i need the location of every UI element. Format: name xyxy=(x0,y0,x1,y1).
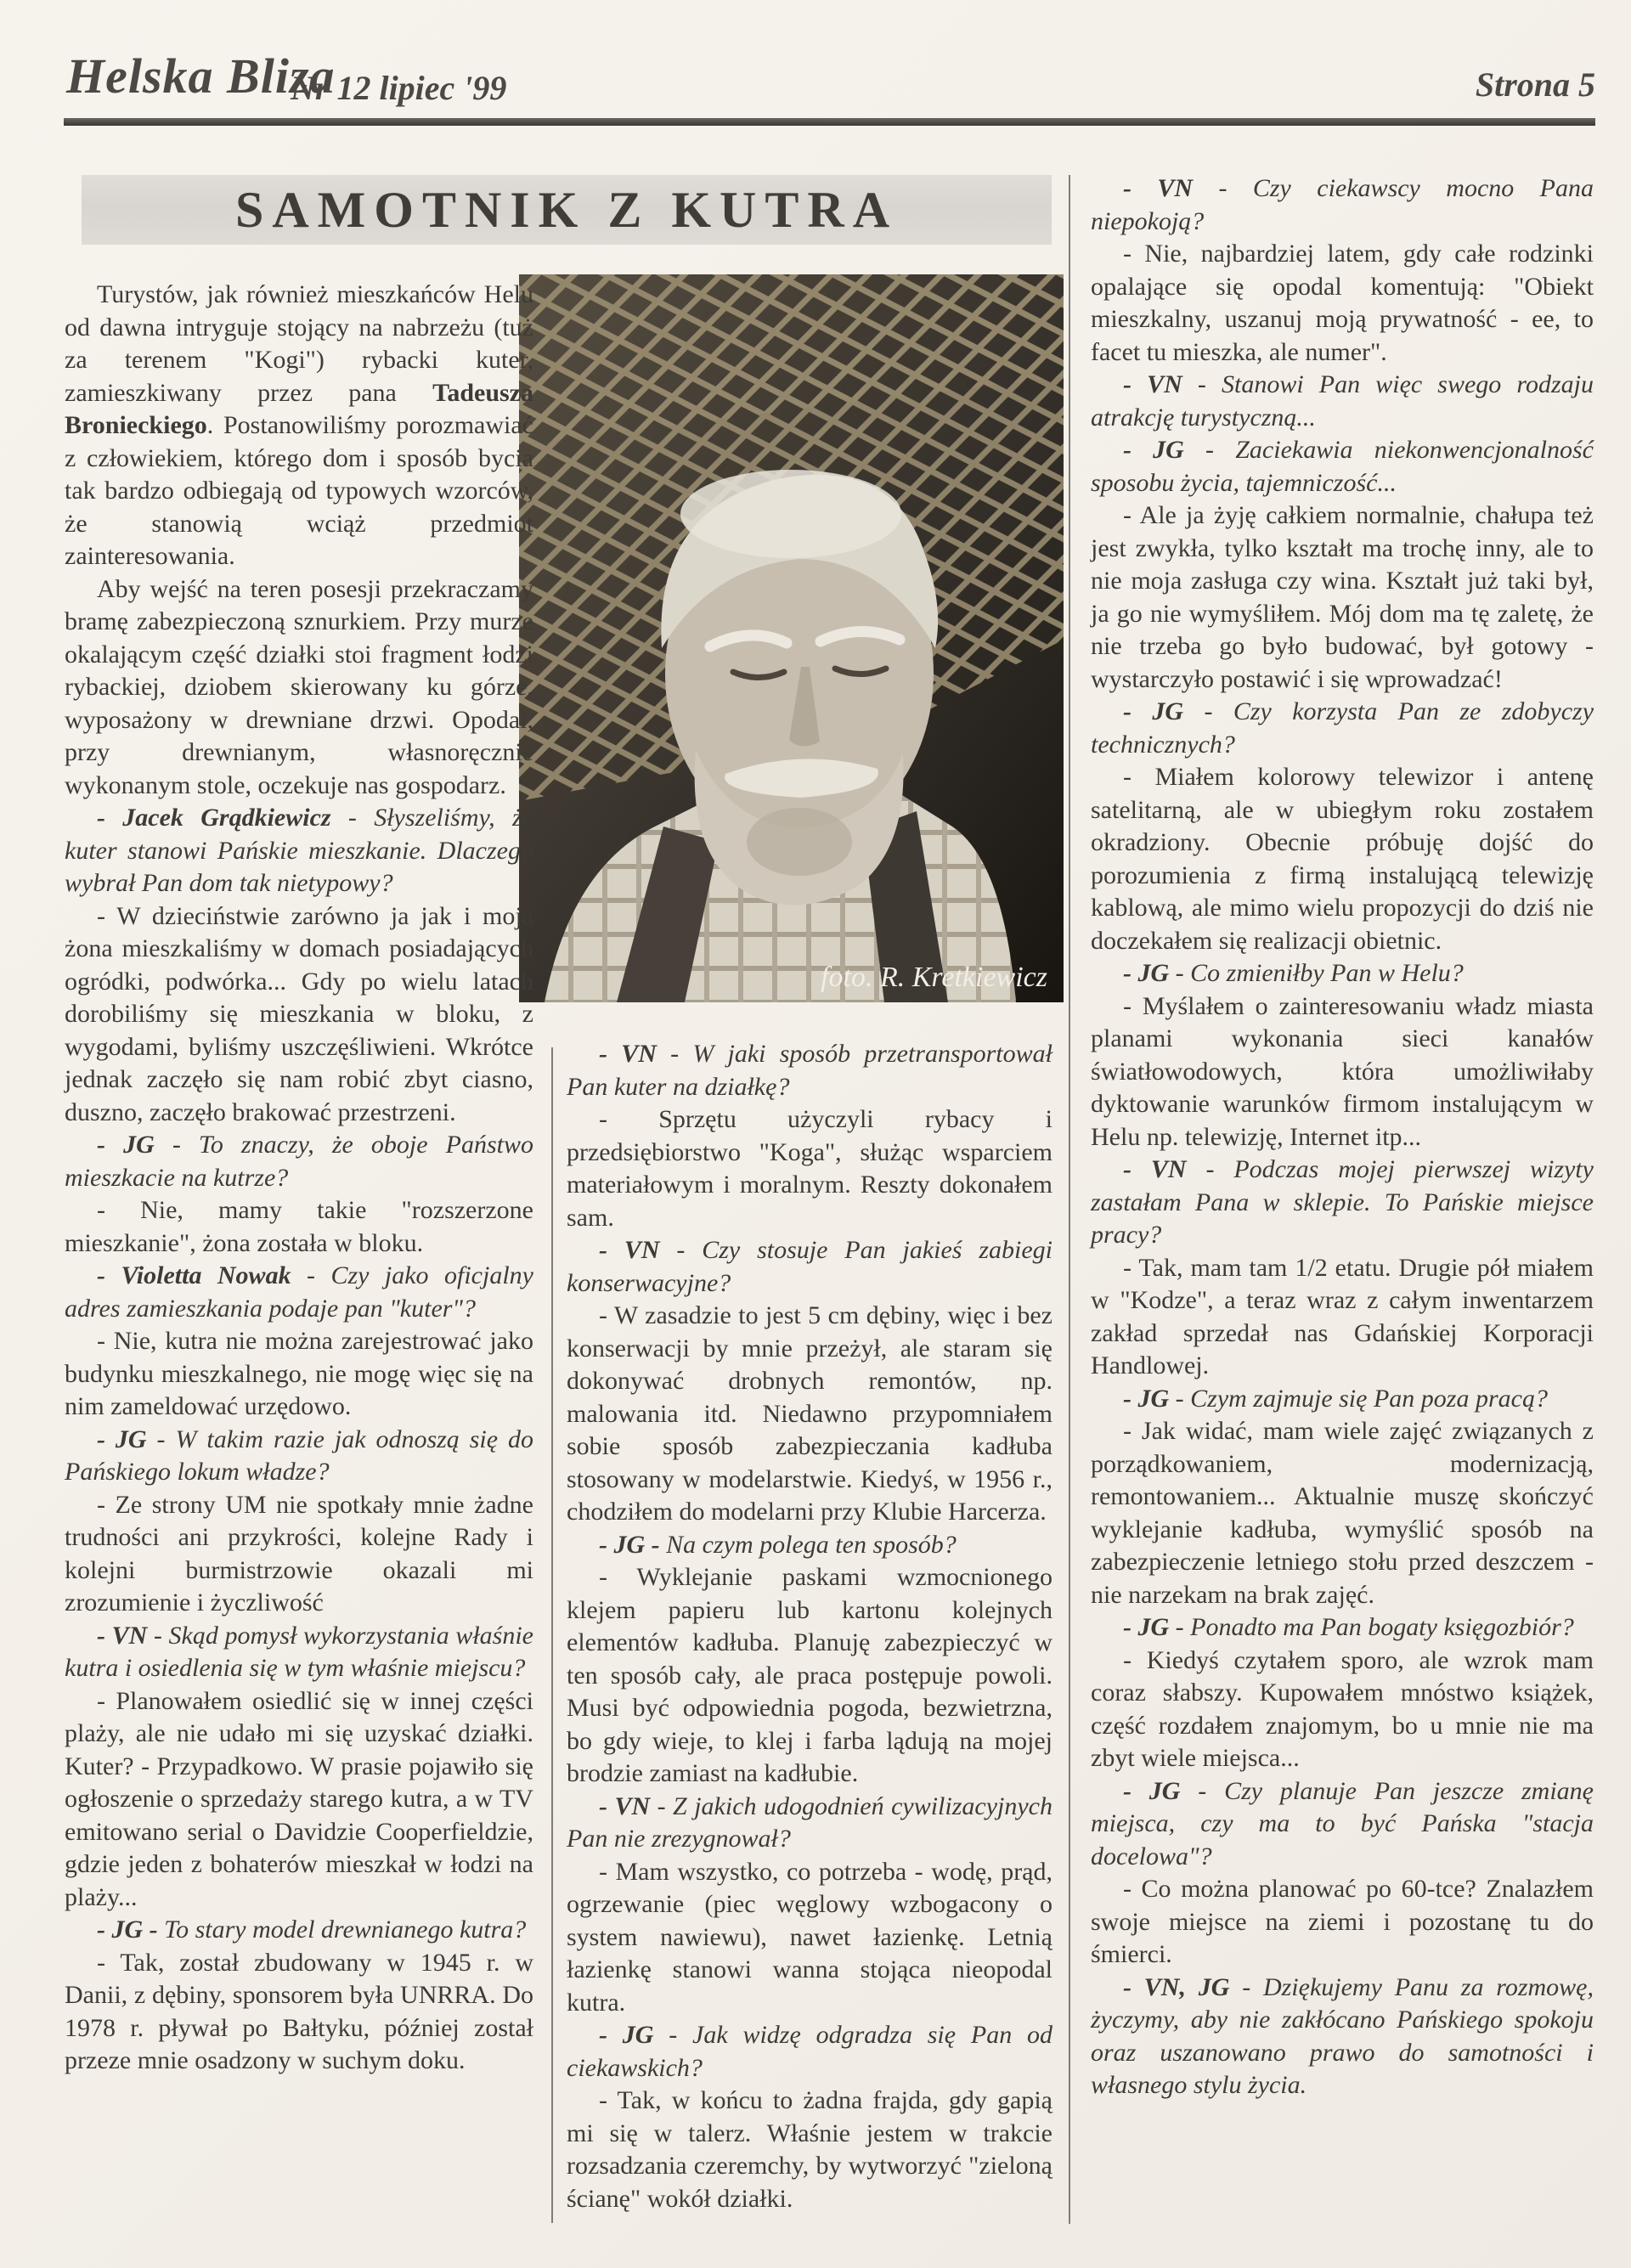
article-column-3 xyxy=(1091,172,1594,2102)
paragraph: - VN - Z jakich udogodnień cywilizacyjnych Pan nie zrezygnował? xyxy=(567,1791,1053,1853)
paragraph: - Myślałem o zainteresowaniu władz miasta planami wykonania sieci kanałów światłowodowych, która umożliwiłaby dyktowanie warunków firmom instalującym w Helu np. telewizję, Internet itp... xyxy=(1091,991,1594,1151)
paragraph: - JG - To stary model drewnianego kutra? xyxy=(97,1915,527,1944)
paragraph: Aby wejść na teren posesji przekraczamy bramę zabezpieczoną sznurkiem. Przy murze okalającym część działki stoi fragment łodzi rybackiej, dziobem skierowany ku górze, wyposażony w drewniane drzwi. Opodal, przy drewnianym, własnoręcznie wykonanym stole, oczekuje nas gospodarz. xyxy=(65,574,533,799)
paragraph: - JG - Na czym polega ten sposób? xyxy=(599,1530,957,1559)
paragraph: - Miałem kolorowy telewizor i antenę satelitarną, ale w ubiegłym roku zostałem okradziony. Obecnie próbuję dojść do porozumienia z firmą instalującą telewizję kablową, ale mimo wielu propozycji do dziś nie doczekałem się realizacji obietnic. xyxy=(1091,763,1594,955)
paragraph: - Tak, w końcu to żadna frajda, gdy gapią mi się w talerz. Właśnie jestem w trakcie rozsadzania czeremchy, by wytworzyć "zieloną ścianę" wokół działki. xyxy=(567,2086,1053,2213)
issue-label: Nr 12 lipiec '99 xyxy=(291,69,507,107)
column-divider-right xyxy=(1069,175,1070,2224)
paragraph: - VN - Stanowi Pan więc swego rodzaju atrakcję turystyczną... xyxy=(1091,370,1594,432)
paragraph: - VN - W jaki sposób przetransportował Pan kuter na działkę? xyxy=(567,1040,1053,1101)
paragraph: - W zasadzie to jest 5 cm dębiny, więc i bez konserwacji by mnie przeżył, ale staram się dokonywać drobnych remontów, np. malowania itd. Niedawno przypomniałem sobie sposób zabezpieczania kadłuba stosowany w modelarstwie. Kiedyś, w 1956 r., chodziłem do modelarni przy Klubie Harcerza. xyxy=(567,1301,1053,1526)
paragraph: - Sprzętu użyczyli rybacy i przedsiębiorstwo "Koga", służąc wsparciem materiałowym i moralnym. Reszty dokonałem sam. xyxy=(567,1105,1053,1232)
paragraph: - Ale ja żyję całkiem normalnie, chałupa też jest zwykła, tylko kształt ma trochę inny, ale to nie moja zasługa czy wina. Kształt już taki był, ja go nie wymyśliłem. Mój dom ma tę zaletę, że nie trzeba go było budować, był gotowy - wystarczyło postawić i się wprowadzać! xyxy=(1091,501,1594,693)
paragraph: - Nie, kutra nie można zarejestrować jako budynku mieszkalnego, nie mogę więc się na nim zameldować urzędowo. xyxy=(65,1327,533,1420)
paragraph: - Jak widać, mam wiele zajęć związanych z porządkowaniem, modernizacją, remontowaniem... Aktualnie muszę skończyć wyklejanie kadłuba, wymyślić sposób na zabezpieczenie letniego stołu przed deszczem - nie narzekam na brak zajęć. xyxy=(1091,1417,1594,1609)
paragraph: - VN - Skąd pomysł wykorzystania właśnie kutra i osiedlenia się w tym właśnie miejscu? xyxy=(65,1621,533,1682)
column-divider-mid xyxy=(551,1047,553,2223)
paragraph: - Mam wszystko, co potrzeba - wodę, prąd, ogrzewanie (piec węglowy wzbogacony o system nawiewu), nawet łazienkę. Letnią łazienkę stanowi wanna stojąca nieopodal kutra. xyxy=(567,1857,1053,2017)
article-column-1 xyxy=(65,279,533,2078)
page-number-label: Strona 5 xyxy=(1475,65,1595,104)
paragraph: - JG - Czym zajmuje się Pan poza pracą? xyxy=(1123,1384,1548,1413)
paragraph: - Tak, mam tam 1/2 etatu. Drugie pół miałem w "Kodze", a teraz wraz z całym inwentarzem zakład sprzedał nas Gdańskiej Korporacji Handlowej. xyxy=(1091,1253,1594,1379)
paragraph: - Jacek Grądkiewicz - Słyszeliśmy, że kuter stanowi Pańskie mieszkanie. Dlaczego wybrał Pan dom tak nietypowy? xyxy=(65,804,533,897)
paragraph: - Planowałem osiedlić się w innej części plaży, ale nie udało mi się uzyskać działki. Kuter? - Przypadkowo. W prasie pojawiło się ogłoszenie o sprzedaży starego kutra, a w TV emitowano serial o Davidzie Cooperfieldzie, gdzie jeden z bohaterów mieszkał w łodzi na plaży... xyxy=(65,1686,533,1911)
paragraph: - JG - Czy planuje Pan jeszcze zmianę miejsca, czy ma to być Pańska "stacja docelowa"? xyxy=(1091,1776,1594,1870)
paragraph: - Nie, najbardziej latem, gdy całe rodzinki opalające się opodal komentują: "Obiekt mieszkalny, uszanuj moją prywatność - ee, to facet tu mieszka, ale numer". xyxy=(1091,240,1594,366)
article-title-banner xyxy=(82,175,1052,245)
paragraph: - Wyklejanie paskami wzmocnionego klejem papieru lub kartonu kolejnych elementów kadłuba. Planuję zabezpieczyć w ten sposób cały, ale praca postępuje powoli. Musi być odpowiednia pogoda, bezwietrzna, bo gdy wieje, to klej i farba lądują na mojej brodzie zamiast na kadłubie. xyxy=(567,1563,1053,1787)
paragraph: - JG - Zaciekawia niekonwencjonalność sposobu życia, tajemniczość... xyxy=(1091,436,1594,497)
paragraph: - Violetta Nowak - Czy jako oficjalny adres zamieszkania podaje pan "kuter"? xyxy=(65,1261,533,1323)
paragraph: - VN, JG - Dziękujemy Panu za rozmowę, życzymy, aby nie zakłócano Pańskiego spokoju oraz uszanowano prawo do samotności i własnego stylu życia. xyxy=(1091,1972,1594,2099)
paragraph: - Tak, został zbudowany w 1945 r. w Danii, z dębiny, sponsorem była UNRRA. Do 1978 r. pływał po Bałtyku, później został przeze mnie osadzony w suchym doku. xyxy=(65,1948,533,2074)
paragraph: Turystów, jak również mieszkańców Helu od dawna intryguje stojący na nabrzeżu (tuż za terenem "Kogi") rybacki kuter, zamieszkiwany przez pana Tadeusza Bronieckiego. Postanowiliśmy porozmawiać z człowiekiem, którego dom i sposób bycia tak bardzo odbiegają od typowych wzorców, że stanowią wciąż przedmiot zainteresowania. xyxy=(65,280,533,570)
masthead-title: Helska Bliza xyxy=(66,48,336,104)
paragraph: - Nie, mamy takie "rozszerzone mieszkanie", żona została w bloku. xyxy=(65,1196,533,1257)
article-title: SAMOTNIK Z KUTRA xyxy=(234,181,899,238)
paragraph: - VN - Czy ciekawscy mocno Pana niepokoją? xyxy=(1091,174,1594,235)
paragraph: - JG - Co zmieniłby Pan w Helu? xyxy=(1123,959,1464,987)
paragraph: - VN - Podczas mojej pierwszej wizyty zastałam Pana w sklepie. To Pańskie miejsce pracy? xyxy=(1091,1155,1594,1249)
paragraph: - VN - Czy stosuje Pan jakieś zabiegi konserwacyjne? xyxy=(567,1236,1053,1297)
paragraph: - JG - W takim razie jak odnoszą się do Pańskiego lokum władze? xyxy=(65,1425,533,1486)
header-divider-rule xyxy=(64,118,1595,126)
paragraph: - W dzieciństwie zarówno ja jak i moja żona mieszkaliśmy w domach posiadających ogródki, podwórka... Gdy po wielu latach dorobiliśmy się mieszkania w bloku, z wygodami, byliśmy uszczęśliwieni. Wkrótce jednak zaczęło się nam robić zbyt ciasno, duszno, zaczęło brakować przestrzeni. xyxy=(65,901,533,1126)
paragraph: - Kiedyś czytałem sporo, ale wzrok mam coraz słabszy. Kupowałem mnóstwo książek, część rozdałem znajomym, bo u mnie nie ma zbyt wiele miejsca... xyxy=(1091,1645,1594,1772)
paragraph: - JG - Jak widzę odgradza się Pan od ciekawskich? xyxy=(567,2021,1053,2082)
article-column-2 xyxy=(567,1038,1053,2215)
fisherman-portrait-image xyxy=(519,274,1064,1002)
paragraph: - JG - To znaczy, że oboje Państwo mieszkacie na kutrze? xyxy=(65,1131,534,1192)
article-photo xyxy=(519,274,1064,1002)
paragraph: - JG - Czy korzysta Pan ze zdobyczy technicznych? xyxy=(1091,697,1594,759)
paragraph: - Ze strony UM nie spotkały mnie żadne trudności ani przykrości, kolejne Rady i kolejni burmistrzowie okazali mi zrozumienie i życzliwość xyxy=(65,1490,533,1616)
photo-caption: foto. R. Kretkiewicz xyxy=(821,962,1047,993)
paragraph: - JG - Ponadto ma Pan bogaty księgozbiór? xyxy=(1123,1613,1574,1641)
paragraph: - Co można planować po 60-tce? Znalazłem swoje miejsce na ziemi i pozostanę tu do śmierci. xyxy=(1091,1875,1594,1968)
